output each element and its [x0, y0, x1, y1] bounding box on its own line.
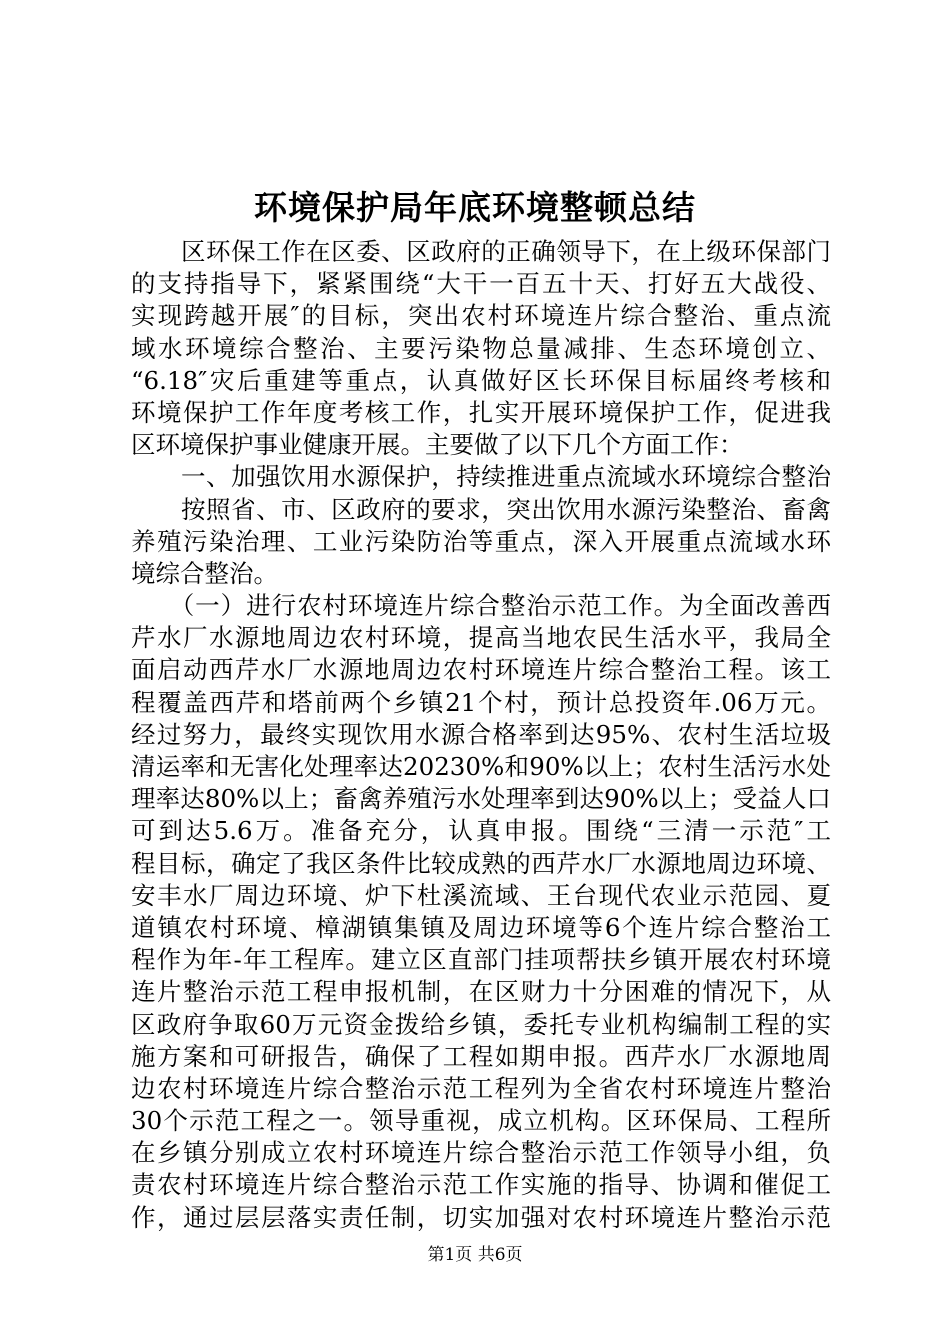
body-line: 按照省、市、区政府的要求，突出饮用水源污染整治、畜禽 [131, 494, 831, 524]
body-line: 程覆盖西芹和塔前两个乡镇21个村，预计总投资年.06万元。 [131, 687, 831, 717]
body-line: 经过努力，最终实现饮用水源合格率到达95%、农村生活垃圾 [131, 719, 831, 749]
body-line: 连片整治示范工程申报机制，在区财力十分困难的情况下，从 [131, 977, 831, 1007]
body-line: 在乡镇分别成立农村环境连片综合整治示范工作领导小组，负 [131, 1138, 831, 1168]
body-line: 芹水厂水源地周边农村环境，提高当地农民生活水平，我局全 [131, 623, 831, 653]
body-line: 区政府争取60万元资金拨给乡镇，委托专业机构编制工程的实 [131, 1009, 831, 1039]
section-heading-line: 一、加强饮用水源保护，持续推进重点流域水环境综合整治 [131, 462, 831, 492]
body-line: 实现跨越开展″的目标，突出农村环境连片综合整治、重点流 [131, 301, 831, 331]
body-line: 作，通过层层落实责任制，切实加强对农村环境连片整治示范 [131, 1202, 831, 1232]
body-line: 施方案和可研报告，确保了工程如期申报。西芹水厂水源地周 [131, 1041, 831, 1071]
body-line: 30个示范工程之一。领导重视，成立机构。区环保局、工程所 [131, 1106, 831, 1136]
body-line: 边农村环境连片综合整治示范工程列为全省农村环境连片整治 [131, 1073, 831, 1103]
body-line: 责农村环境连片综合整治示范工作实施的指导、协调和催促工 [131, 1170, 831, 1200]
body-line: 清运率和无害化处理率达20230%和90%以上；农村生活污水处 [131, 752, 831, 781]
body-line: 面启动西芹水厂水源地周边农村环境连片综合整治工程。该工 [131, 655, 831, 685]
body-line: 境综合整治。 [131, 558, 278, 588]
page-number-footer: 第1页 共6页 [427, 1245, 523, 1265]
body-line: 程作为年-年工程库。建立区直部门挂项帮扶乡镇开展农村环境 [131, 945, 831, 975]
body-line: 养殖污染治理、工业污染防治等重点，深入开展重点流域水环 [131, 526, 831, 556]
body-line: 的支持指导下，紧紧围绕“大干一百五十天、打好五大战役、 [131, 269, 831, 299]
body-line: （一）进行农村环境连片综合整治示范工作。为全面改善西 [131, 591, 831, 621]
body-line: “6.18″灾后重建等重点，认真做好区长环保目标届终考核和 [131, 365, 831, 395]
body-line: 环境保护工作年度考核工作，扎实开展环境保护工作，促进我 [131, 397, 831, 427]
body-line: 可到达5.6万。准备充分，认真申报。围绕“三清一示范″工 [131, 816, 831, 846]
document-title: 环境保护局年底环境整顿总结 [254, 188, 696, 227]
body-line: 道镇农村环境、樟湖镇集镇及周边环境等6个连片综合整治工 [131, 912, 831, 942]
body-line: 区环保工作在区委、区政府的正确领导下，在上级环保部门 [131, 237, 831, 266]
body-line: 安丰水厂周边环境、炉下杜溪流域、王台现代农业示范园、夏 [131, 880, 831, 910]
body-line: 理率达80%以上；畜禽养殖污水处理率到达90%以上；受益人口 [131, 784, 831, 814]
body-line: 程目标，确定了我区条件比较成熟的西芹水厂水源地周边环境、 [131, 848, 831, 878]
body-line: 域水环境综合整治、主要污染物总量减排、生态环境创立、 [131, 333, 831, 363]
document-body [131, 236, 831, 1234]
body-line: 区环境保护事业健康开展。主要做了以下几个方面工作： [131, 430, 744, 460]
